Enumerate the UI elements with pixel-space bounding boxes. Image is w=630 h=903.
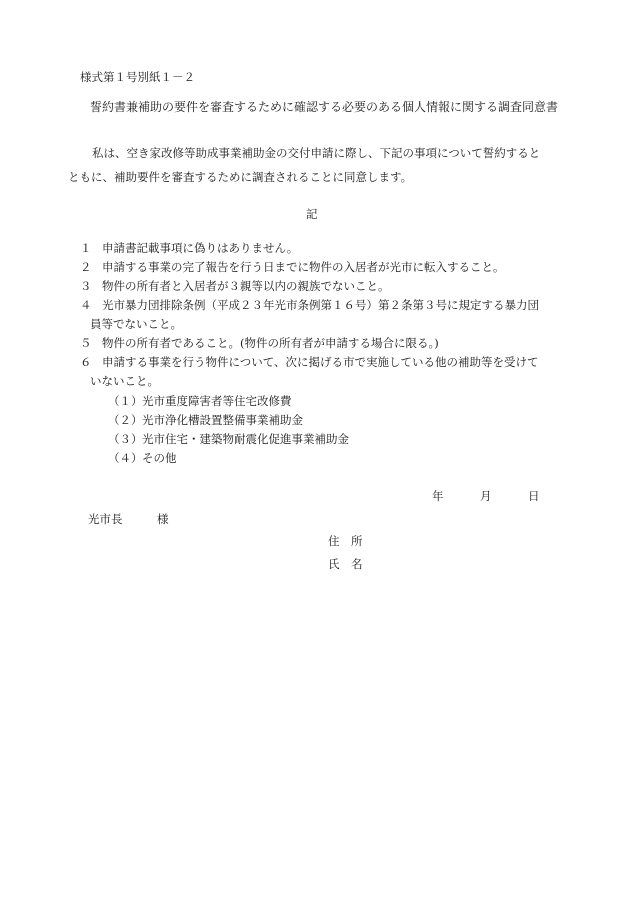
item-text-continuation: いないこと。 <box>90 374 159 388</box>
item-number: ６ <box>80 355 92 369</box>
sub-list-item <box>108 449 177 468</box>
date-month: 月 <box>480 489 492 503</box>
sub-item-number: （１） <box>108 394 143 408</box>
item-number: ３ <box>80 279 92 293</box>
intro-line-1: 私は、空き家改修等助成事業補助金の交付申請に際し、下記の事項について誓約すると <box>92 146 541 160</box>
intro-paragraph <box>68 141 550 189</box>
item-text: 物件の所有者と入居者が３親等以内の親族でないこと。 <box>102 279 390 293</box>
intro-line-2: ともに、補助要件を審査するために調査されることに同意します。 <box>68 170 413 184</box>
sub-list-item <box>108 430 349 449</box>
date-day: 日 <box>528 489 540 503</box>
item-text: 申請書記載事項に偽りはありません。 <box>102 241 299 255</box>
sub-list-item <box>108 411 303 430</box>
sub-item-number: （２） <box>108 413 143 427</box>
item-text: 申請する事業の完了報告を行う日までに物件の入居者が光市に転入すること。 <box>102 260 505 274</box>
item-text: 物件の所有者であること。(物件の所有者が申請する場合に限る。) <box>102 336 439 350</box>
item-number: ２ <box>80 260 92 274</box>
item-number: １ <box>80 241 92 255</box>
item-number: ４ <box>80 298 92 312</box>
form-number-label: 様式第１号別紙１－２ <box>80 70 195 84</box>
address-label: 住 所 <box>328 534 363 548</box>
sub-item-text: 光市浄化槽設置整備事業補助金 <box>142 413 303 427</box>
item-number: ５ <box>80 336 92 350</box>
sub-item-text: 光市重度障害者等住宅改修費 <box>142 394 292 408</box>
date-year: 年 <box>432 489 444 503</box>
document-title: 誓約書兼補助の要件を審査するために確認する必要のある個人情報に関する調査同意書 <box>90 100 559 114</box>
item-text: 申請する事業を行う物件について、次に掲げる市で実施している他の補助等を受けて <box>102 355 539 369</box>
sub-item-number: （４） <box>108 451 143 465</box>
item-text: 光市暴力団排除条例（平成２３年光市条例第１６号）第２条第３号に規定する暴力団 <box>102 298 539 312</box>
addressee: 光市長 様 <box>88 512 169 526</box>
item-text-continuation: 員等でないこと。 <box>90 317 182 331</box>
name-label: 氏 名 <box>328 557 363 571</box>
ki-heading: 記 <box>306 207 318 221</box>
sub-item-number: （３） <box>108 432 143 446</box>
sub-list-item <box>108 392 292 411</box>
date-line <box>432 488 540 504</box>
sub-item-text: 光市住宅・建築物耐震化促進事業補助金 <box>142 432 349 446</box>
sub-item-text: その他 <box>142 451 177 465</box>
